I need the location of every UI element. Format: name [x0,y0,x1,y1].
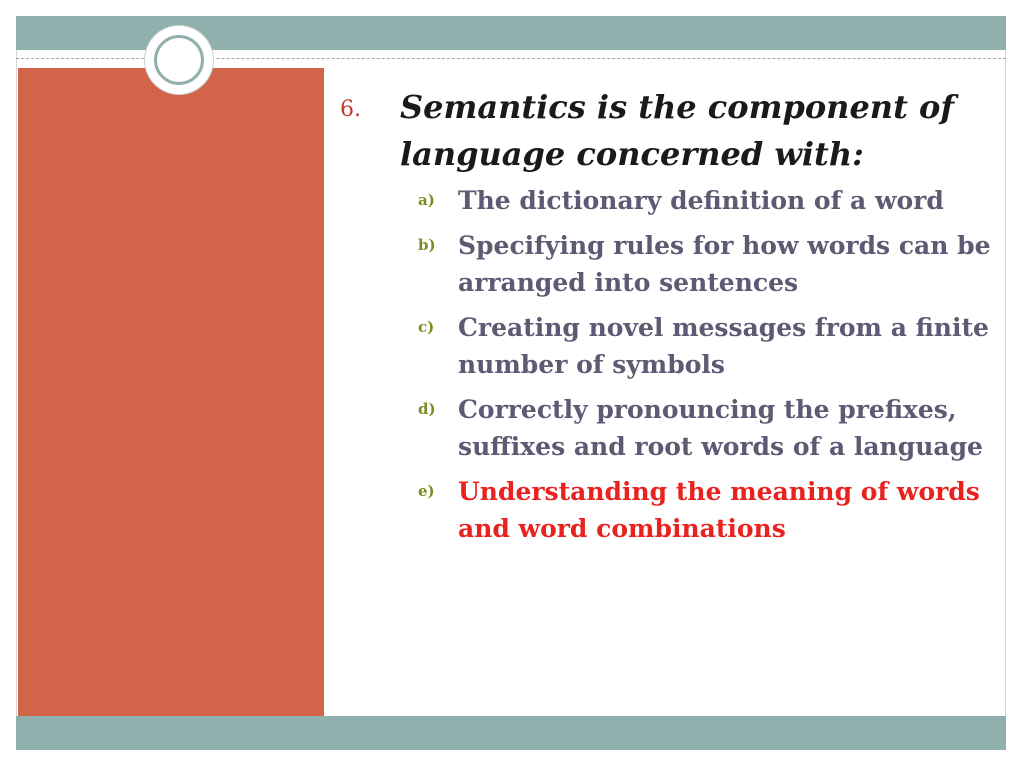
question-number: 6. [340,97,361,122]
bottom-band [16,716,1006,750]
option-a [418,182,1000,219]
option-text-answer: Understanding the meaning of words and word combinations [458,477,980,543]
option-letter: b) [418,236,436,254]
option-text: Creating novel messages from a finite number of symbols [458,313,989,379]
option-letter: e) [418,482,435,500]
option-e [418,473,1000,547]
medallion-icon [145,26,213,94]
options-list [340,182,1000,547]
option-letter: a) [418,191,435,209]
option-letter: c) [418,318,435,336]
option-text: Correctly pronouncing the prefixes, suffixes and root words of a language [458,395,983,461]
question [340,84,1000,178]
left-accent-panel [18,68,324,716]
option-b [418,227,1000,301]
slide-content [340,84,1000,555]
question-text: Semantics is the component of language concerned with: [400,88,955,173]
option-text: Specifying rules for how words can be arranged into sentences [458,231,991,297]
medallion-ring [154,35,204,85]
option-d [418,391,1000,465]
option-c [418,309,1000,383]
option-text: The dictionary definition of a word [458,186,944,215]
option-letter: d) [418,400,436,418]
